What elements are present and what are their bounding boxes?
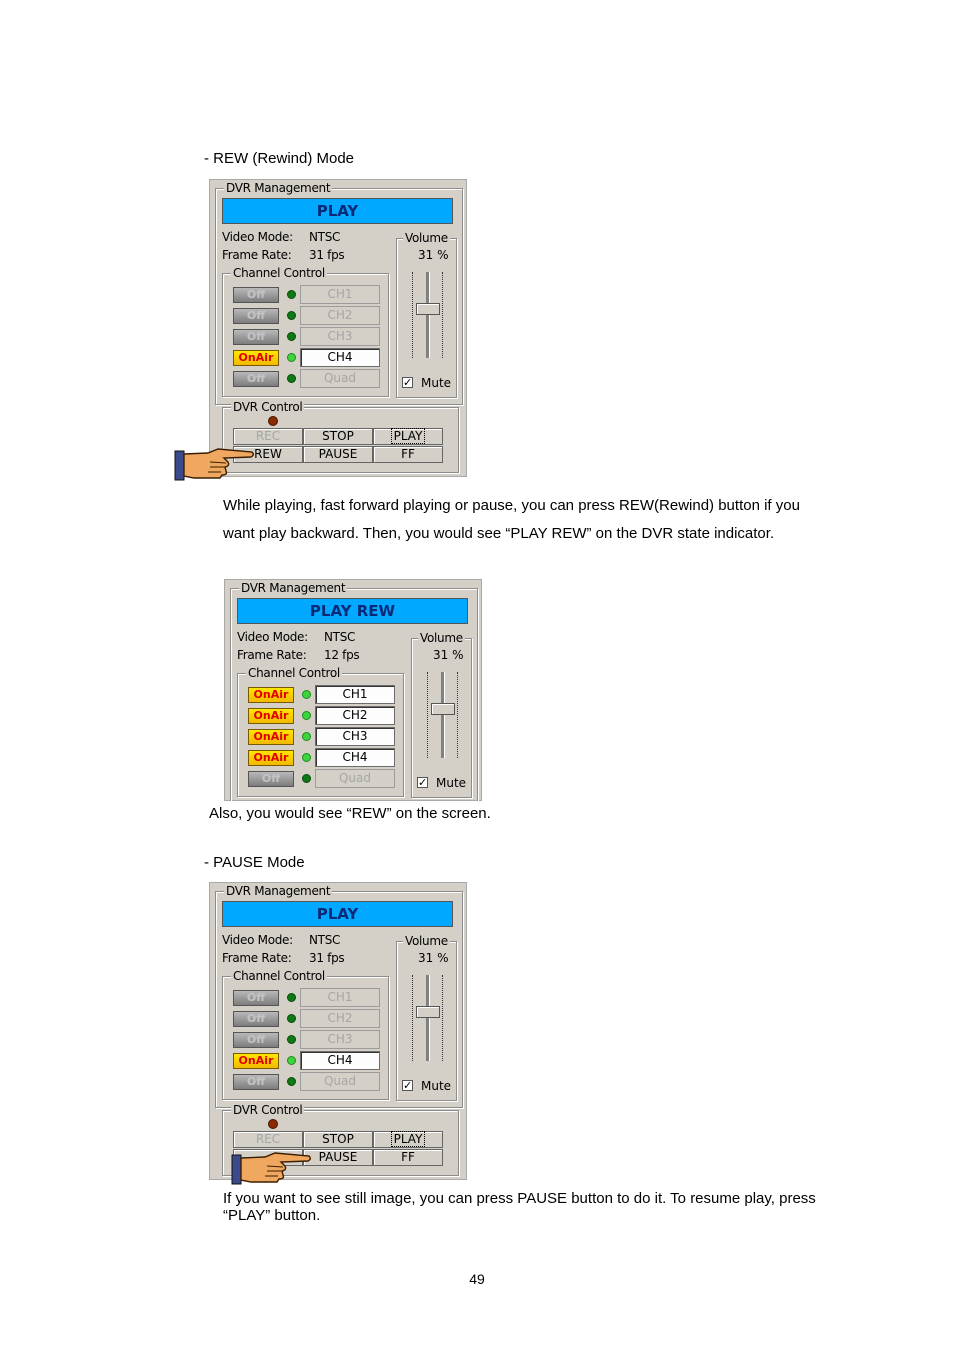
channel-status-button[interactable]: OnAir [248, 729, 294, 745]
video-mode-value: NTSC [309, 933, 341, 947]
dvr-panel-rew [209, 179, 467, 477]
video-mode-value: NTSC [324, 630, 356, 644]
channel-name-button[interactable]: CH3 [315, 727, 395, 746]
pointing-hand-icon [174, 446, 256, 482]
dvr-panel-play-rew [224, 579, 482, 801]
channel-status-button[interactable]: Off [233, 329, 279, 345]
channel-status-button[interactable]: Off [233, 990, 279, 1006]
channel-status-button[interactable]: Off [233, 1011, 279, 1027]
channel-status-button[interactable]: Off [233, 308, 279, 324]
dvr-state-indicator: PLAY REW [237, 598, 468, 624]
ff-button[interactable]: FF [373, 446, 443, 463]
section-heading-pause: - PAUSE Mode [204, 854, 305, 871]
channel-name-button[interactable]: CH2 [300, 306, 380, 325]
channel-name-button[interactable]: Quad [300, 1072, 380, 1091]
rew-screen-note: Also, you would see “REW” on the screen. [209, 805, 491, 822]
volume-percent: 31 % [418, 951, 449, 965]
mute-checkbox[interactable]: ✓ [403, 376, 413, 389]
volume-slider-thumb[interactable] [416, 303, 440, 315]
frame-rate-label: Frame Rate: [222, 951, 292, 965]
channel-name-button[interactable]: CH4 [300, 348, 380, 367]
volume-title: Volume [405, 934, 448, 948]
channel-name-button[interactable]: CH1 [300, 285, 380, 304]
frame-rate-value: 12 fps [324, 648, 360, 662]
volume-percent: 31 % [418, 248, 449, 262]
mute-label: Mute [421, 376, 452, 390]
section-heading-rew: - REW (Rewind) Mode [204, 150, 355, 167]
volume-ticks-left [412, 272, 414, 358]
channel-status-button[interactable]: OnAir [248, 687, 294, 703]
volume-ticks-left [427, 672, 429, 758]
frame-rate-label: Frame Rate: [237, 648, 307, 662]
channel-control-title: Channel Control [233, 266, 325, 280]
volume-ticks-left [412, 975, 414, 1061]
channel-status-button[interactable]: OnAir [248, 708, 294, 724]
frame-rate-value: 31 fps [309, 248, 345, 262]
channel-led [287, 353, 296, 362]
channel-led [287, 311, 296, 320]
channel-control-title: Channel Control [233, 969, 325, 983]
mute-checkbox[interactable]: ✓ [418, 776, 428, 789]
volume-slider-thumb[interactable] [416, 1006, 440, 1018]
channel-led [302, 774, 311, 783]
channel-name-button[interactable]: CH1 [315, 685, 395, 704]
channel-name-button[interactable]: CH3 [300, 1030, 380, 1049]
channel-led [302, 732, 311, 741]
channel-led [302, 711, 311, 720]
play-button-label: PLAY [393, 429, 423, 443]
volume-ticks-right [457, 672, 459, 758]
channel-status-button[interactable]: Off [233, 1074, 279, 1090]
channel-status-button[interactable]: OnAir [233, 350, 279, 366]
pause-description: If you want to see still image, you can press PAUSE button to do it. To resume play, press “PLAY” button. [223, 1190, 816, 1224]
channel-status-button[interactable]: OnAir [248, 750, 294, 766]
video-mode-label: Video Mode: [222, 230, 293, 244]
mute-label: Mute [436, 776, 467, 790]
channel-name-button[interactable]: CH1 [300, 988, 380, 1007]
channel-led [287, 1056, 296, 1065]
dvr-state-indicator: PLAY [222, 198, 453, 224]
rec-indicator-led [268, 1119, 278, 1129]
play-button[interactable] [373, 1131, 443, 1148]
dvr-panel-pause [209, 882, 467, 1180]
channel-status-button[interactable]: Off [233, 1032, 279, 1048]
page-number: 49 [469, 1271, 485, 1287]
channel-led [287, 374, 296, 383]
frame-rate-label: Frame Rate: [222, 248, 292, 262]
frame-rate-value: 31 fps [309, 951, 345, 965]
rec-button[interactable]: REC [233, 1131, 303, 1148]
channel-led [287, 332, 296, 341]
channel-led [287, 290, 296, 299]
pause-button[interactable]: PAUSE [303, 446, 373, 463]
mute-checkbox[interactable]: ✓ [403, 1079, 413, 1092]
video-mode-label: Video Mode: [237, 630, 308, 644]
play-button-label: PLAY [393, 1132, 423, 1146]
volume-title: Volume [420, 631, 463, 645]
pointing-hand-icon [231, 1150, 313, 1186]
dvr-management-title: DVR Management [226, 181, 331, 195]
volume-percent: 31 % [433, 648, 464, 662]
stop-button[interactable]: STOP [303, 1131, 373, 1148]
rew-description: While playing, fast forward playing or pause, you can press REW(Rewind) button if you want play backward. Then, you would see “PLAY REW” on the DVR state indicator. [223, 497, 800, 542]
volume-ticks-right [442, 975, 444, 1061]
channel-status-button[interactable]: Off [233, 287, 279, 303]
volume-slider-thumb[interactable] [431, 703, 455, 715]
channel-name-button[interactable]: CH4 [315, 748, 395, 767]
stop-button[interactable]: STOP [303, 428, 373, 445]
dvr-management-title: DVR Management [226, 884, 331, 898]
channel-name-button[interactable]: CH3 [300, 327, 380, 346]
dvr-state-indicator: PLAY [222, 901, 453, 927]
dvr-control-title: DVR Control [233, 1103, 303, 1117]
channel-name-button[interactable]: Quad [315, 769, 395, 788]
channel-name-button[interactable]: CH2 [315, 706, 395, 725]
channel-led [287, 993, 296, 1002]
channel-led [302, 690, 311, 699]
channel-led [287, 1035, 296, 1044]
channel-status-button[interactable]: OnAir [233, 1053, 279, 1069]
channel-led [287, 1077, 296, 1086]
volume-ticks-right [442, 272, 444, 358]
channel-led [302, 753, 311, 762]
video-mode-value: NTSC [309, 230, 341, 244]
rec-indicator-led [268, 416, 278, 426]
ff-button[interactable]: FF [373, 1149, 443, 1166]
channel-status-button[interactable]: Off [233, 371, 279, 387]
rec-button[interactable]: REC [233, 428, 303, 445]
video-mode-label: Video Mode: [222, 933, 293, 947]
play-button[interactable] [373, 428, 443, 445]
channel-name-button[interactable]: Quad [300, 369, 380, 388]
volume-title: Volume [405, 231, 448, 245]
channel-control-title: Channel Control [248, 666, 340, 680]
mute-label: Mute [421, 1079, 452, 1093]
channel-name-button[interactable]: CH2 [300, 1009, 380, 1028]
dvr-management-title: DVR Management [241, 581, 346, 595]
channel-status-button[interactable]: Off [248, 771, 294, 787]
channel-led [287, 1014, 296, 1023]
pause-button[interactable]: PAUSE [303, 1149, 373, 1166]
channel-name-button[interactable]: CH4 [300, 1051, 380, 1070]
dvr-control-title: DVR Control [233, 400, 303, 414]
rew-button[interactable]: REW [233, 446, 303, 463]
